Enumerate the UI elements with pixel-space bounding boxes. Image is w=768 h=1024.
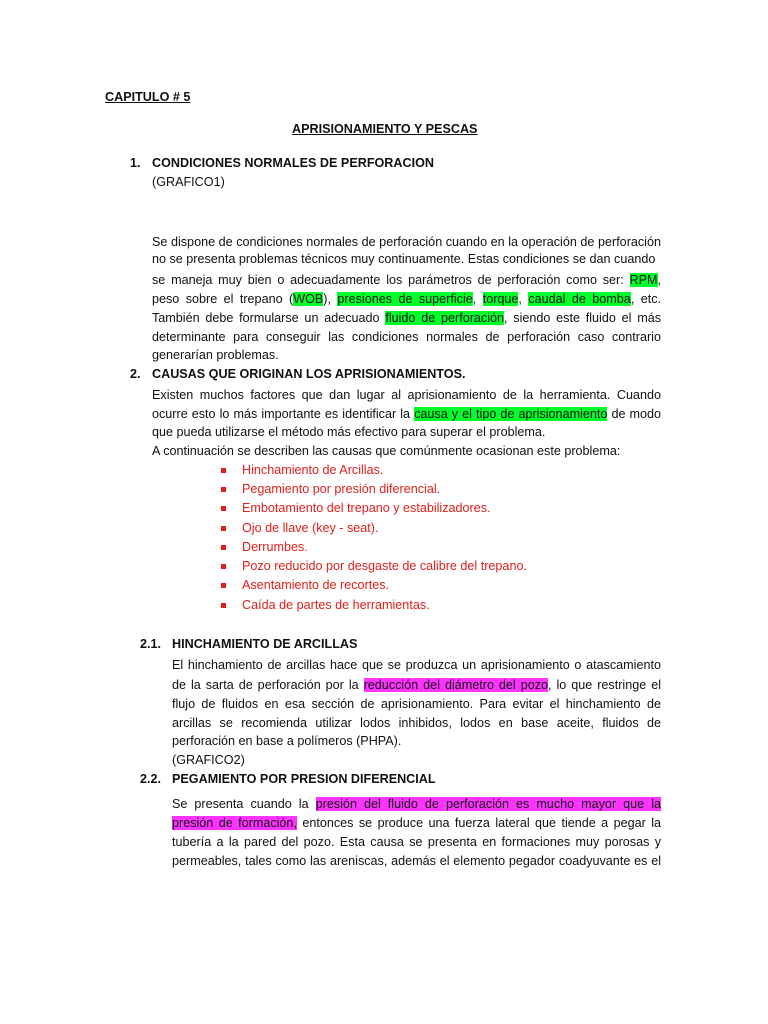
s21-line-4: arcillas se recomienda utilizar lodos inhibidos, lodos en base aceite, fluidos de — [172, 716, 661, 730]
subsection-2-2-heading: PEGAMIENTO POR PRESION DIFERENCIAL — [172, 772, 436, 786]
s21-line-3: flujo de fluidos en esa sección de aprisionamiento. Para evitar el hinchamiento de — [172, 697, 661, 711]
s22-line-2: presión de formación, entonces se produce una fuerza lateral que tiende a pegar la — [172, 816, 662, 830]
s22-line-4: permeables, tales como las areniscas, además el elemento pegador coadyuvante es el — [172, 854, 661, 868]
p1-line-2: no se presenta problemas técnicos muy continuamente. Estas condiciones se dan cuando — [152, 252, 656, 266]
highlight-causa-tipo: causa y el tipo de aprisionamiento — [414, 407, 608, 421]
bullet-square-icon — [221, 526, 226, 531]
bullet-square-icon — [221, 545, 226, 550]
p1-line-1: Se dispone de condiciones normales de perforación cuando en la operación de perforación — [152, 235, 661, 249]
bullet-square-icon — [221, 603, 226, 608]
highlight-presion-formacion: presión de formación, — [172, 816, 297, 830]
s21-line-2: de la sarta de perforación por la reducción del diámetro del pozo, lo que restringe el — [172, 678, 661, 692]
s22-line-1: Se presenta cuando la presión del fluido de perforación es mucho mayor que la — [172, 797, 661, 811]
section-1-graphic-ref: (GRAFICO1) — [152, 175, 225, 189]
section-1-heading: CONDICIONES NORMALES DE PERFORACION — [152, 156, 434, 170]
p2-line-3: que pueda utilizarse el método más efectivo para superar el problema. — [152, 425, 546, 439]
p1-line-3: se maneja muy bien o adecuadamente los parámetros de perforación como ser: RPM, — [152, 273, 661, 287]
highlight-rpm: RPM — [629, 273, 658, 287]
subsection-2-2-number: 2.2. — [140, 772, 162, 786]
highlight-fluido: fluido de perforación — [385, 311, 505, 325]
highlight-torque: torque — [482, 292, 519, 306]
highlight-caudal: caudal de bomba — [528, 292, 631, 306]
highlight-wob: WOB — [293, 292, 324, 306]
p2-line-4: A continuación se describen las causas que comúnmente ocasionan este problema: — [152, 444, 621, 458]
s22-line-3: tubería a la pared del pozo. Esta causa se presenta en formaciones muy porosas y — [172, 835, 661, 849]
bullet-square-icon — [221, 564, 226, 569]
section-2-number: 2. — [130, 367, 141, 381]
bullet-square-icon — [221, 468, 226, 473]
highlight-reduccion: reducción del diámetro del pozo — [363, 678, 549, 692]
s21-line-1: El hinchamiento de arcillas hace que se produzca un aprisionamiento o atascamiento — [172, 658, 661, 672]
section-2-heading: CAUSAS QUE ORIGINAN LOS APRISIONAMIENTOS. — [152, 367, 466, 381]
p2-line-1: Existen muchos factores que dan lugar al aprisionamiento de la herramienta. Cuando — [152, 388, 661, 402]
bullet-square-icon — [221, 506, 226, 511]
subsection-2-1-heading: HINCHAMIENTO DE ARCILLAS — [172, 637, 358, 651]
bullet-square-icon — [221, 583, 226, 588]
p1-line-5: También debe formularse un adecuado fluido de perforación, siendo este fluido el más — [152, 311, 662, 325]
highlight-presion-fluido: presión del fluido de perforación es mucho mayor que la — [315, 797, 661, 811]
document-page: CAPITULO # 5 APRISIONAMIENTO Y PESCAS 1. CONDICIONES NORMALES DE PERFORACION (GRAFICO1) Se dispone de condiciones normales de perforación cuando en la operación de perforación no se presenta problemas técnicos muy continuamente. Estas condiciones se dan cuando se maneja muy bien o adecuadamente los parámetros de perforación como ser: RPM, peso sobre el trepano (WOB), presiones de superficie, torque, caudal de bomba, etc. También debe formularse un adecuado fluido de perforación, siendo este fluido el más determinante para conseguir las condiciones normales de perforación caso contrario generarían problemas. 2. CAUSAS QUE ORIGINAN LOS APRISIONAMIENTOS. Existen muchos factores que dan lugar al aprisionamiento de la herramienta. Cuando ocurre esto lo más importante es identificar la causa y el tipo de aprisionamiento de modo que pueda utilizarse el método más efectivo para superar el problema. A continuación se describen las causas que comúnmente ocasionan este problema: Hinchamiento de Arcillas. Pegamiento por presión diferencial. Embotamiento del trepano y estabilizadores. Ojo de llave (key - seat). Derrumbes. Pozo reducido por desgaste de calibre del trepano. Asentamiento de recortes. Caída de partes de herramientas. 2.1. HINCHAMIENTO DE ARCILLAS El hinchamiento de arcillas hace que se produzca un aprisionamiento o atascamiento de la sarta de perforación por la reducción del diámetro del pozo, lo que restringe el flujo de fluidos en esa sección de aprisionamiento. Para evitar el hinchamiento de arcillas se recomienda utilizar lodos inhibidos, lodos en base aceite, fluidos de perforación en base a polímeros (PHPA). (GRAFICO2) 2.2. PEGAMIENTO POR PRESION DIFERENCIAL Se presenta cuando la presión del fluido de perforación es mucho mayor que la presión de formación, entonces se produce una fuerza lateral que tiende a pegar la tubería a la pared del pozo. Esta causa se presenta en formaciones muy porosas y permeables, tales como las areniscas, además el elemento pegador coadyuvante es el — [0, 0, 768, 1024]
p1-line-7: generarían problemas. — [152, 348, 279, 362]
p2-line-2: ocurre esto lo más importante es identificar la causa y el tipo de aprisionamiento de modo — [152, 407, 662, 421]
p1-line-4: peso sobre el trepano (WOB), presiones de superficie, torque, caudal de bomba, etc. — [152, 292, 662, 306]
section-1-number: 1. — [130, 156, 141, 170]
s21-graphic-ref: (GRAFICO2) — [172, 753, 245, 767]
bullet-square-icon — [221, 487, 226, 492]
document-title: APRISIONAMIENTO Y PESCAS — [292, 122, 478, 136]
highlight-presiones: presiones de superficie — [337, 292, 473, 306]
chapter-label: CAPITULO # 5 — [105, 90, 191, 104]
p1-line-6: determinante para conseguir las condiciones normales de perforación caso contrario — [152, 330, 661, 344]
subsection-2-1-number: 2.1. — [140, 637, 162, 651]
s21-line-5: perforación en base a polímeros (PHPA). — [172, 734, 402, 748]
